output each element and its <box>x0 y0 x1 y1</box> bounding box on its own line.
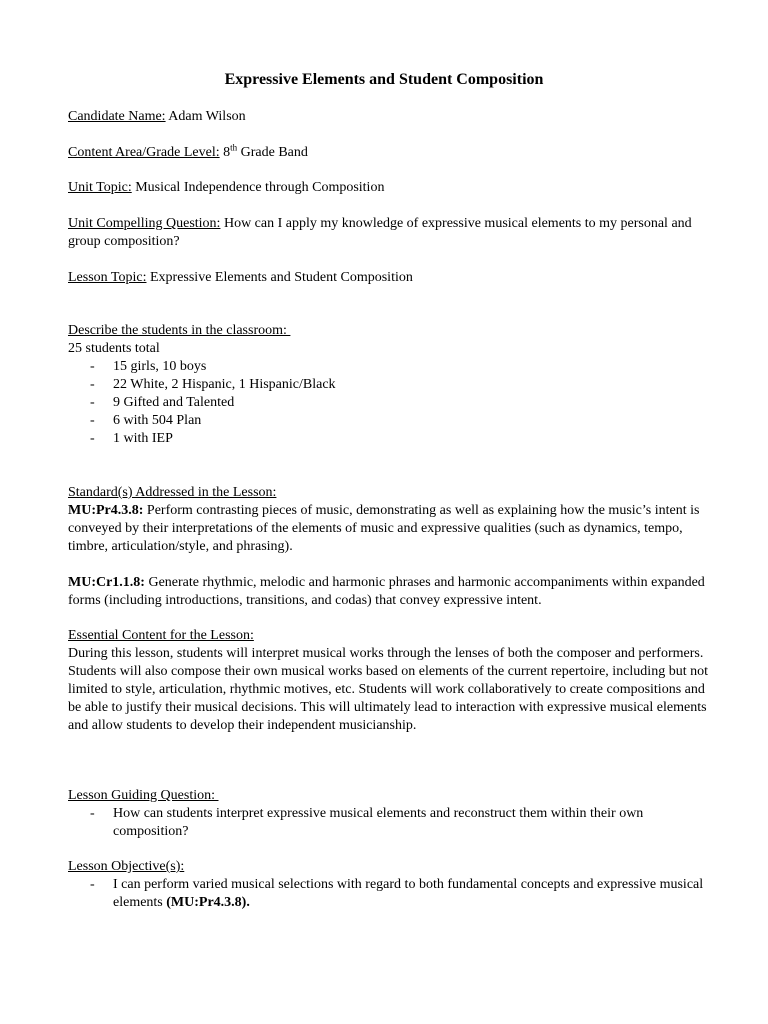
standard-2-code: MU:Cr1.1.8: <box>68 575 145 590</box>
essential-content-text: During this lesson, students will interpret musical works through the lenses of both the composer and performers. Students will also compose their own musical works based on elements of the current repertoire, including but not limited to style, articulation, rhythmic motives, etc. Students will work collaboratively to create compositions and be able to justify their musical decisions. This will ultimately lead to interaction with expressive musical elements and allow students to develop their independent musicianship. <box>68 646 708 733</box>
list-item-text: 6 with 504 Plan <box>113 413 202 428</box>
unit-topic-label: Unit Topic: <box>68 180 132 195</box>
list-dash: - <box>90 431 95 446</box>
essential-content-section <box>68 627 708 735</box>
standard-2 <box>68 574 708 610</box>
candidate-name-value: Adam Wilson <box>165 109 246 124</box>
objectives-section <box>68 858 708 912</box>
lesson-topic-label: Lesson Topic: <box>68 270 147 285</box>
content-area-line <box>68 144 708 162</box>
lesson-topic-value: Expressive Elements and Student Composition <box>146 270 413 285</box>
standard-2-text: Generate rhythmic, melodic and harmonic phrases and harmonic accompaniments within expanded forms (including introductions, transitions, and codas) that convey expressive intent. <box>68 575 705 608</box>
list-item-text: 1 with IEP <box>113 431 173 446</box>
list-item-text: 15 girls, 10 boys <box>113 359 207 374</box>
list-item <box>68 876 708 912</box>
students-list <box>68 358 708 448</box>
list-dash: - <box>90 877 95 892</box>
unit-topic-line <box>68 179 708 197</box>
compelling-question <box>68 215 708 251</box>
essential-content-heading: Essential Content for the Lesson: <box>68 628 254 643</box>
standard-1 <box>68 502 708 556</box>
standards-heading: Standard(s) Addressed in the Lesson: <box>68 485 277 500</box>
objective-code: (MU:Pr4.3.8). <box>166 895 250 910</box>
list-item-text: 9 Gifted and Talented <box>113 395 235 410</box>
list-item <box>68 805 708 841</box>
list-item-text: 22 White, 2 Hispanic, 1 Hispanic/Black <box>113 377 336 392</box>
candidate-name-label: Candidate Name: <box>68 109 166 124</box>
list-dash: - <box>90 806 95 821</box>
students-total: 25 students total <box>68 341 160 356</box>
guiding-question-list <box>68 805 708 841</box>
students-section <box>68 322 708 448</box>
guiding-question-section <box>68 787 708 841</box>
list-item <box>68 394 708 412</box>
list-item <box>68 376 708 394</box>
standard-1-code: MU:Pr4.3.8: <box>68 503 144 518</box>
unit-topic-value: Musical Independence through Composition <box>131 180 385 195</box>
list-item-text: How can students interpret expressive musical elements and reconstruct them within their own composition? <box>113 806 644 839</box>
objectives-heading: Lesson Objective(s): <box>68 859 185 874</box>
list-item <box>68 430 708 448</box>
content-area-value: 8 <box>219 145 231 160</box>
list-item <box>68 358 708 376</box>
compelling-question-value: How can I apply my knowledge of expressive musical elements to my personal and group composition? <box>68 216 692 249</box>
content-area-value-post: Grade Band <box>237 145 308 160</box>
standard-1-text: Perform contrasting pieces of music, demonstrating as well as explaining how the music’s intent is conveyed by their interpretations of the elements of music and expressive qualities (such as dynamics, tempo, timbre, articulation/style, and phrasing). <box>68 503 700 554</box>
students-heading: Describe the students in the classroom: <box>68 323 291 338</box>
list-item-text: I can perform varied musical selections with regard to both fundamental concepts and expressive musical elements <box>113 877 704 910</box>
standards-section <box>68 484 708 610</box>
objectives-list <box>68 876 708 912</box>
candidate-name-line <box>68 108 708 126</box>
compelling-question-label: Unit Compelling Question: <box>68 216 221 231</box>
guiding-question-heading: Lesson Guiding Question: <box>68 788 219 803</box>
list-item <box>68 412 708 430</box>
lesson-topic-line <box>68 269 708 287</box>
list-dash: - <box>90 395 95 410</box>
list-dash: - <box>90 359 95 374</box>
list-dash: - <box>90 377 95 392</box>
content-area-sup: th <box>230 142 238 153</box>
document-title: Expressive Elements and Student Composition <box>224 71 544 88</box>
content-area-label: Content Area/Grade Level: <box>68 145 220 160</box>
list-dash: - <box>90 413 95 428</box>
